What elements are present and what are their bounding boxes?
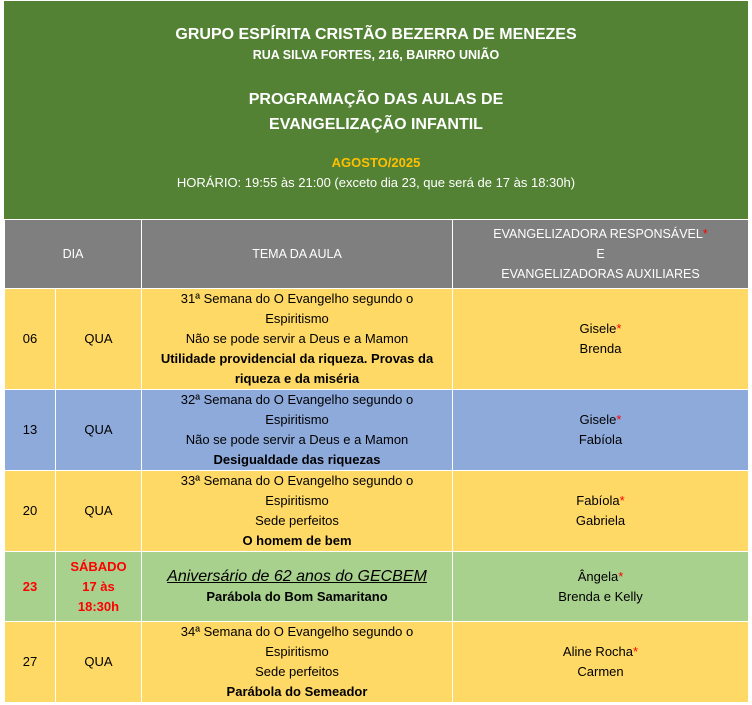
- theme-bold: Desigualdade das riquezas: [213, 452, 381, 467]
- responsible-name: Aline Rocha: [562, 644, 634, 659]
- row-theme: [142, 390, 453, 471]
- theme-line3: Não se pode servir a Deus e a Mamon: [185, 331, 409, 346]
- theme-bold: O homem de bem: [242, 533, 352, 548]
- header-responsible-line3: EVANGELIZADORAS AUXILIARES: [501, 267, 700, 281]
- table-row: [5, 552, 749, 622]
- theme-line1: 31ª Semana do O Evangelho segundo o: [180, 291, 414, 306]
- responsible-name: Fabíola: [576, 493, 620, 508]
- theme-bold: Parábola do Bom Samaritano: [206, 588, 388, 604]
- auxiliary-names: Fabíola: [578, 432, 623, 447]
- row-date: 27: [5, 622, 56, 703]
- responsible-star: *: [633, 644, 639, 659]
- responsible-name: Ângela: [577, 568, 619, 584]
- header-responsible-line1: EVANGELIZADORA RESPONSÁVEL: [493, 227, 703, 241]
- program-title: [4, 87, 748, 137]
- row-weekday: QUA: [56, 390, 142, 471]
- responsible-star: *: [618, 568, 624, 584]
- row-weekday: [56, 552, 142, 622]
- theme-line1: 34ª Semana do O Evangelho segundo o: [180, 624, 414, 639]
- table-header-row: [5, 220, 749, 289]
- auxiliary-names: Brenda: [579, 341, 622, 356]
- theme-line3: Não se pode servir a Deus e a Mamon: [185, 432, 409, 447]
- row-responsible: [453, 471, 749, 552]
- responsible-name: Gisele: [579, 412, 617, 427]
- hours-label: HORÁRIO: 19:55 às 21:00 (exceto dia 23, que será de 17 às 18:30h): [176, 175, 576, 190]
- row-date: 23: [5, 552, 56, 622]
- theme-line3: Sede perfeitos: [255, 513, 339, 528]
- header-theme: TEMA DA AULA: [142, 220, 453, 289]
- theme-line2: Espiritismo: [265, 412, 329, 427]
- program-title-line2: EVANGELIZAÇÃO INFANTIL: [269, 116, 483, 133]
- responsible-name: Gisele: [579, 321, 617, 336]
- responsible-star: *: [619, 493, 625, 508]
- row-weekday: QUA: [56, 471, 142, 552]
- program-title-line1: PROGRAMAÇÃO DAS AULAS DE: [248, 91, 504, 108]
- theme-line1: 32ª Semana do O Evangelho segundo o: [180, 392, 414, 407]
- responsible-star: *: [616, 321, 622, 336]
- header-responsible: [453, 220, 749, 289]
- responsible-star: *: [616, 412, 622, 427]
- month-label: AGOSTO/2025: [331, 155, 421, 170]
- row-date: 13: [5, 390, 56, 471]
- table-row: [5, 289, 749, 390]
- header-day: DIA: [5, 220, 142, 289]
- row-theme: [142, 289, 453, 390]
- theme-line2: Espiritismo: [265, 644, 329, 659]
- auxiliary-names: Gabriela: [575, 513, 626, 528]
- org-name: GRUPO ESPÍRITA CRISTÃO BEZERRA DE MENEZES: [175, 26, 577, 43]
- auxiliary-names: Brenda e Kelly: [558, 588, 643, 604]
- row-responsible: [453, 390, 749, 471]
- row-date: 20: [5, 471, 56, 552]
- theme-line2: Espiritismo: [265, 493, 329, 508]
- weekday-time: 17 às 18:30h: [77, 578, 120, 614]
- table-row: [5, 471, 749, 552]
- header-banner: [4, 1, 748, 219]
- theme-bold: Utilidade providencial da riqueza. Provas da riqueza e da miséria: [160, 351, 434, 386]
- table-row: [5, 390, 749, 471]
- row-theme: [142, 552, 453, 622]
- theme-special: Aniversário de 62 anos do GECBEM: [167, 567, 427, 585]
- row-theme: [142, 471, 453, 552]
- theme-line2: Espiritismo: [265, 311, 329, 326]
- theme-bold: Parábola do Semeador: [226, 684, 368, 699]
- row-responsible: [453, 552, 749, 622]
- row-date: 06: [5, 289, 56, 390]
- org-address: RUA SILVA FORTES, 216, BAIRRO UNIÃO: [252, 48, 500, 62]
- header-responsible-line2: E: [596, 247, 605, 261]
- weekday-label: SÁBADO: [70, 558, 127, 574]
- row-responsible: [453, 289, 749, 390]
- theme-line1: 33ª Semana do O Evangelho segundo o: [180, 473, 414, 488]
- theme-line3: Sede perfeitos: [255, 664, 339, 679]
- row-theme: [142, 622, 453, 703]
- schedule-sheet: [4, 1, 748, 703]
- row-weekday: QUA: [56, 289, 142, 390]
- schedule-table: [4, 219, 749, 703]
- table-row: [5, 622, 749, 703]
- responsible-star: *: [702, 227, 708, 241]
- row-responsible: [453, 622, 749, 703]
- auxiliary-names: Carmen: [577, 664, 624, 679]
- row-weekday: QUA: [56, 622, 142, 703]
